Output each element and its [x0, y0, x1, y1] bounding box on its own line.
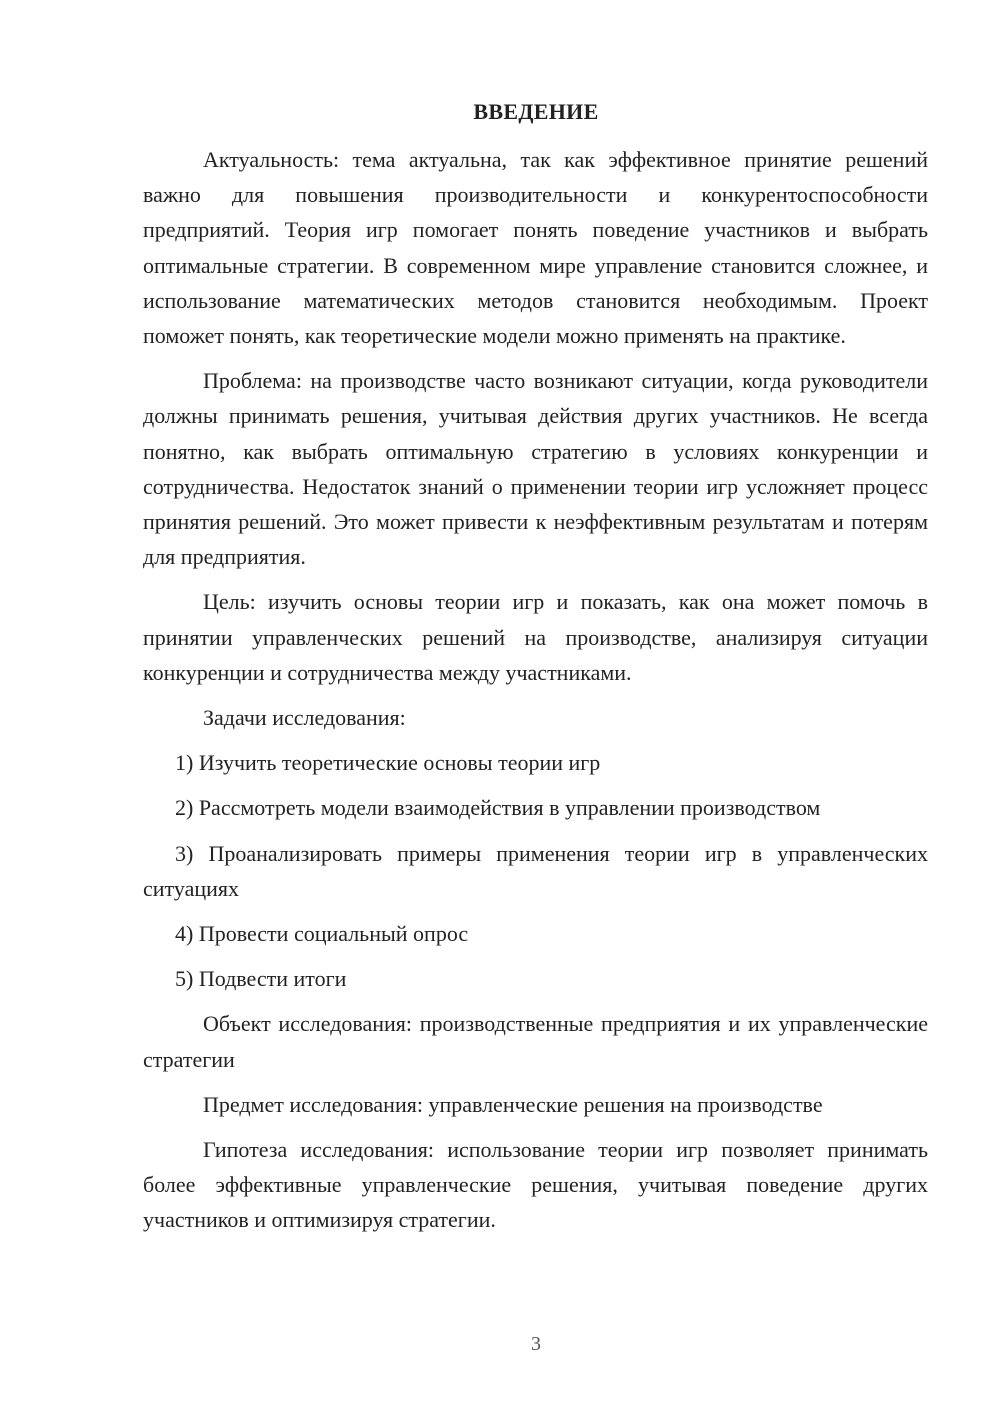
relevance-paragraph: Актуальность: тема актуальна, так как эффективное принятие решений важно для повышения производительности и конкурентоспособности предприятий. Теория игр помогает понять поведение участников и выбрать оптимальные стратегии. В современном мире управление становится сложнее, и использование математических методов становится необходимым. Проект поможет понять, как теоретические модели можно применять на практике.	[143, 147, 928, 349]
problem-paragraph: Проблема: на производстве часто возникают ситуации, когда руководители должны принимать решения, учитывая действия других участников. Не всегда понятно, как выбрать оптимальную стратегию в условиях конкуренции и сотрудничества. Недостаток знаний о применении теории игр усложняет процесс принятия решений. Это может привести к неэффективным результатам и потерям для предприятия.	[143, 368, 928, 570]
subject-paragraph: Предмет исследования: управленческие решения на производстве	[203, 1091, 823, 1117]
goal-paragraph: Цель: изучить основы теории игр и показать, как она может помочь в принятии управленческих решений на производстве, анализируя ситуации конкуренции и сотрудничества между участниками.	[143, 589, 928, 685]
section-heading: ВВЕДЕНИЕ	[473, 99, 599, 124]
task-item-1: 1) Изучить теоретические основы теории игр	[175, 750, 601, 776]
task-item-4: 4) Провести социальный опрос	[175, 921, 469, 947]
task-item-2: 2) Рассмотреть модели взаимодействия в управлении производством	[175, 795, 821, 821]
hypothesis-paragraph: Гипотеза исследования: использование теории игр позволяет принимать более эффективные управленческие решения, учитывая поведение других участников и оптимизируя стратегии.	[143, 1137, 928, 1233]
object-paragraph: Объект исследования: производственные предприятия и их управленческие стратегии	[143, 1011, 928, 1072]
page-number: 3	[531, 1333, 541, 1355]
task-item-3: 3) Проанализировать примеры применения теории игр в управленческих ситуациях	[143, 840, 928, 901]
task-item-5: 5) Подвести итоги	[175, 966, 347, 992]
tasks-heading: Задачи исследования:	[203, 705, 406, 731]
body-text	[143, 142, 928, 1248]
